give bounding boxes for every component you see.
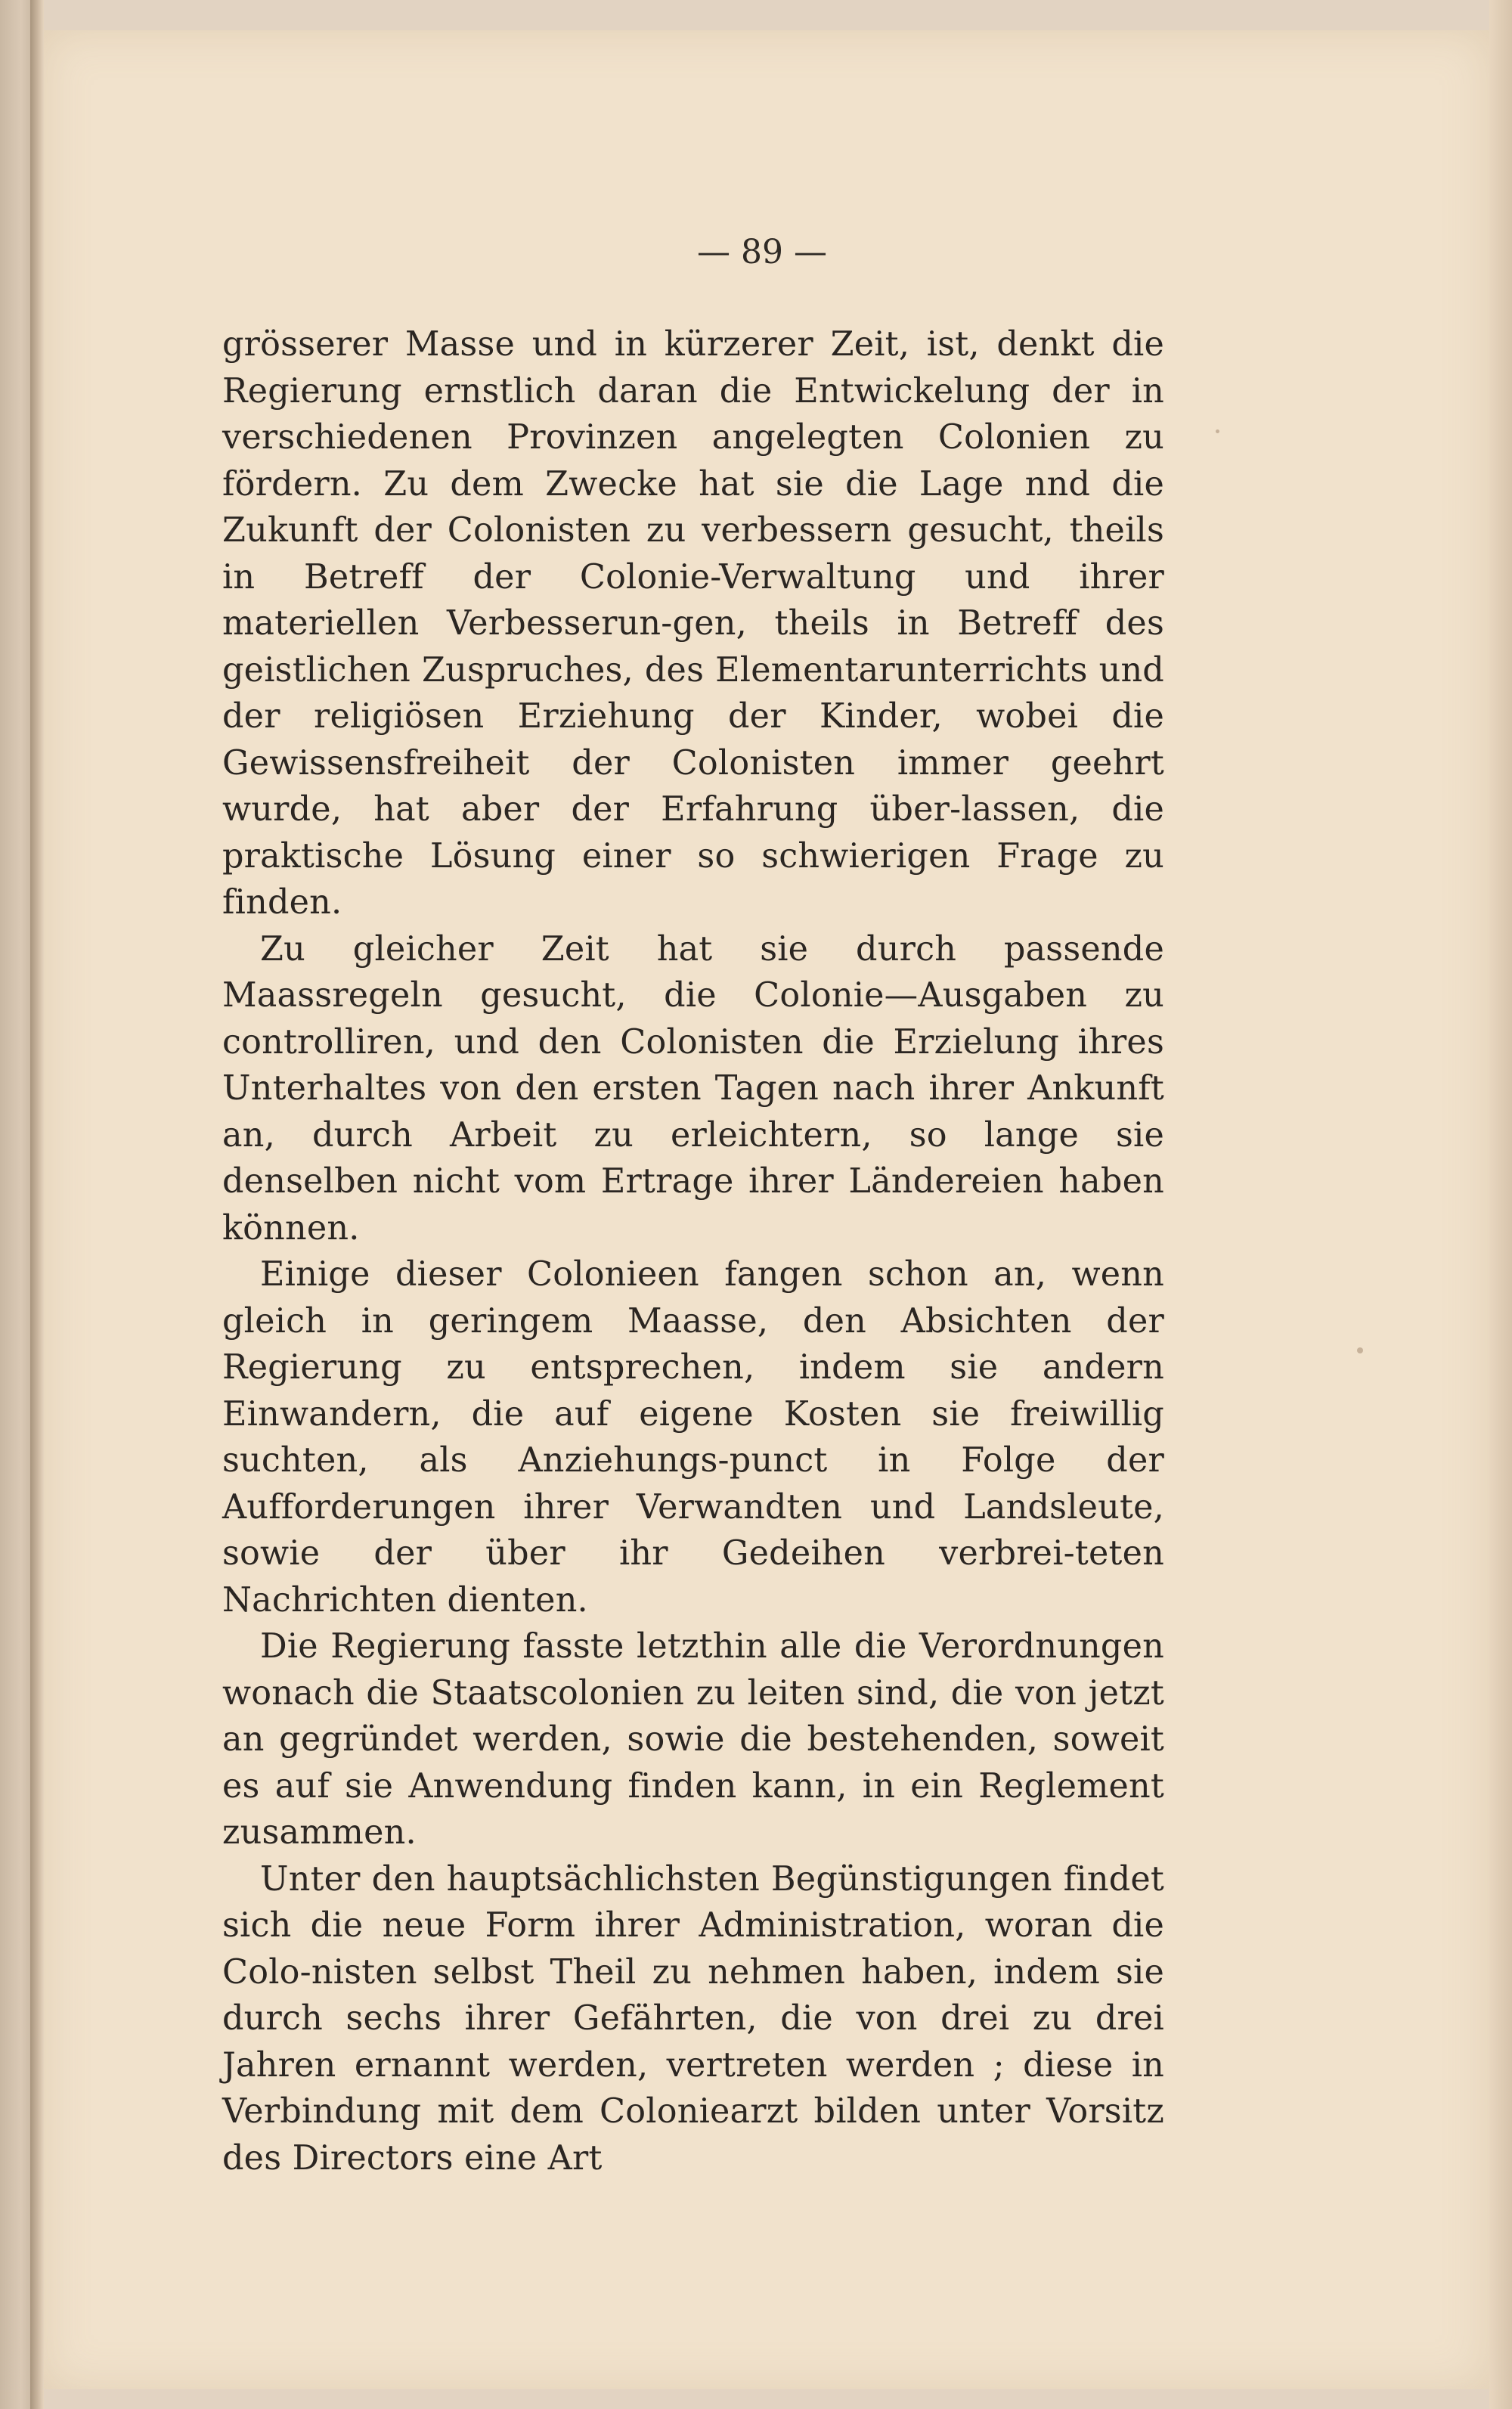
body-text (222, 321, 1164, 2181)
page-right-edge (1489, 0, 1512, 2409)
paragraph-5: Unter den hauptsächlichsten Begünstigungen findet sich die neue Form ihrer Administration, woran die Colo-nisten selbst Theil zu nehmen haben, indem sie durch sechs ihrer Gefährten, die von drei zu drei Jahren ernannt werden, vertreten werden ; diese in Verbindung mit dem Coloniearzt bilden unter Vorsitz des Directors eine Art (222, 1859, 1164, 2178)
book-gutter (30, 0, 44, 2409)
paragraph-3: Einige dieser Colonieen fangen schon an, wenn gleich in geringem Maasse, den Absichten der Regierung zu entsprechen, indem sie andern Einwandern, die auf eigene Kosten sie freiwillig suchten, als Anziehungs-punct in Folge der Aufforderungen ihrer Verwandten und Landsleute, sowie der über ihr Gedeihen verbrei-teten Nachrichten dienten. (222, 1255, 1164, 1620)
paragraph-2: Zu gleicher Zeit hat sie durch passende Maassregeln gesucht, die Colonie—Ausgaben zu controlliren, und den Colonisten die Erzielung ihres Unterhaltes von den ersten Tagen nach ihrer Ankunft an, durch Arbeit zu erleichtern, so lange sie denselben nicht vom Ertrage ihrer Ländereien haben können. (222, 929, 1164, 1248)
page-number: — 89 — (697, 233, 827, 271)
facing-page-edge (0, 0, 30, 2409)
paragraph-1: grösserer Masse und in kürzerer Zeit, ist, denkt die Regierung ernstlich daran die Entwickelung der in verschiedenen Provinzen angelegten Colonien zu fördern. Zu dem Zwecke hat sie die Lage nnd die Zukunft der Colonisten zu verbessern gesucht, theils in Betreff der Colonie-Verwaltung und ihrer materiellen Verbesserun-gen, theils in Betreff des geistlichen Zuspruches, des Elementarunterrichts und der religiösen Erziehung der Kinder, wobei die Gewissensfreiheit der Colonisten immer geehrt wurde, hat aber der Erfahrung über-lassen, die praktische Lösung einer so schwierigen Frage zu finden. (222, 325, 1164, 922)
paragraph-4: Die Regierung fasste letzthin alle die Verordnungen wonach die Staatscolonien zu leiten sind, die von jetzt an gegründet werden, sowie die bestehenden, soweit es auf sie Anwendung finden kann, in ein Reglement zusammen. (222, 1627, 1164, 1852)
paper-spot (1357, 1347, 1363, 1353)
paper-spot (1216, 429, 1219, 433)
